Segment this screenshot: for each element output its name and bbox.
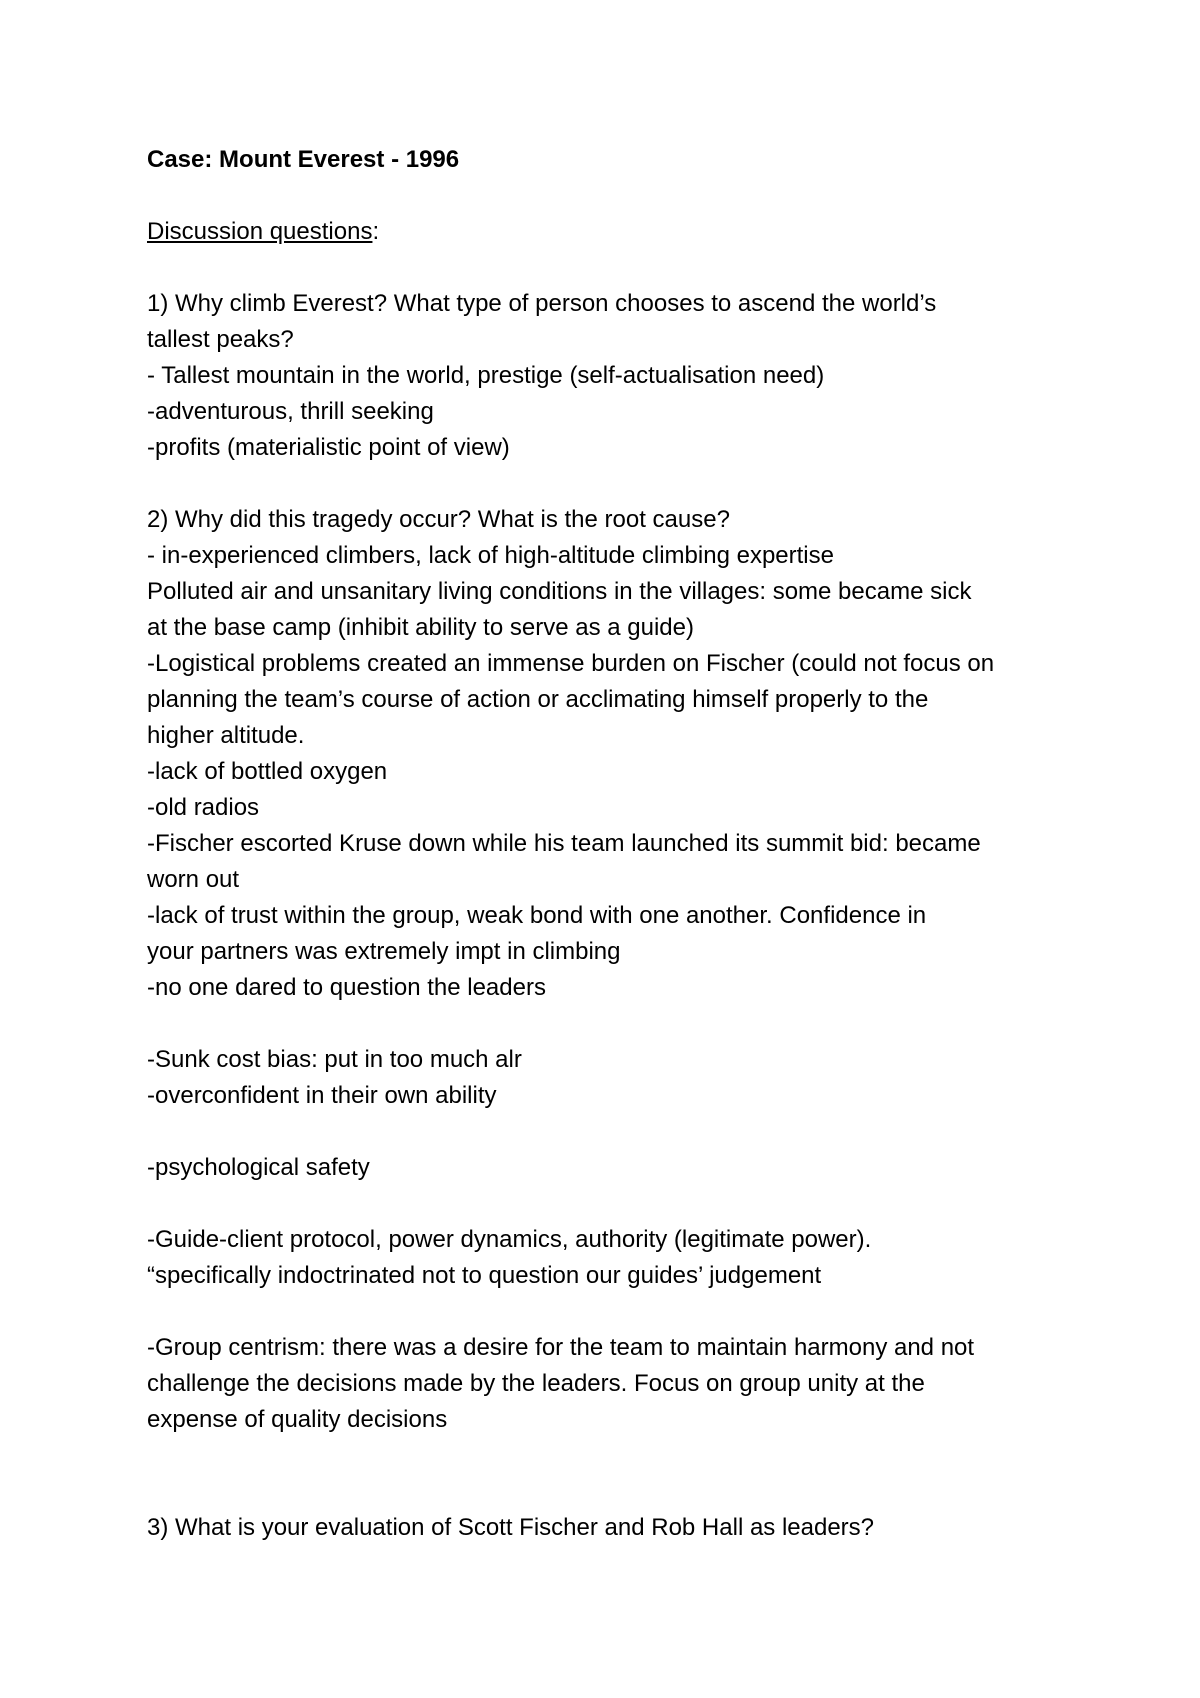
- q2-answer-line: -lack of bottled oxygen: [147, 758, 388, 785]
- section-heading: [147, 214, 1077, 250]
- q3-line: 3) What is your evaluation of Scott Fischer and Rob Hall as leaders?: [147, 1514, 875, 1541]
- section-heading-text: Discussion questions: [147, 218, 373, 245]
- q2-answer-line: -lack of trust within the group, weak bond with one another. Confidence in: [147, 902, 927, 929]
- q2-group-line: -Group centrism: there was a desire for the team to maintain harmony and not: [147, 1334, 975, 1361]
- q2-group-line: challenge the decisions made by the leaders. Focus on group unity at the: [147, 1370, 925, 1397]
- spacer: [147, 1006, 1077, 1042]
- q1-line: tallest peaks?: [147, 326, 294, 353]
- q2-authority-line: -Guide-client protocol, power dynamics, authority (legitimate power).: [147, 1226, 872, 1253]
- q2-answer-line: higher altitude.: [147, 722, 305, 749]
- spacer: [147, 1474, 1077, 1510]
- document-title: Case: Mount Everest - 1996: [147, 146, 460, 173]
- spacer: [147, 1186, 1077, 1222]
- q2-answer-line: Polluted air and unsanitary living conditions in the villages: some became sick: [147, 578, 972, 605]
- spacer: [147, 250, 1077, 286]
- spacer: [147, 1438, 1077, 1474]
- q2-answer-line: -old radios: [147, 794, 260, 821]
- spacer: [147, 466, 1077, 502]
- q2-bias-line: -overconfident in their own ability: [147, 1082, 497, 1109]
- q1-line: 1) Why climb Everest? What type of person chooses to ascend the world’s: [147, 290, 937, 317]
- q2-line: 2) Why did this tragedy occur? What is the root cause?: [147, 506, 730, 533]
- q2-answer-line: -no one dared to question the leaders: [147, 974, 546, 1001]
- q2-answer-line: your partners was extremely impt in climbing: [147, 938, 621, 965]
- q2-answer-line: -Fischer escorted Kruse down while his team launched its summit bid: became: [147, 830, 981, 857]
- document-page: [147, 142, 1077, 1546]
- q2-answer-line: - in-experienced climbers, lack of high-altitude climbing expertise: [147, 542, 834, 569]
- spacer: [147, 178, 1077, 214]
- q1-answer-line: -adventurous, thrill seeking: [147, 398, 434, 425]
- q2-safety-line: -psychological safety: [147, 1154, 370, 1181]
- section-heading-colon: :: [372, 218, 380, 245]
- q1-answer-line: -profits (materialistic point of view): [147, 434, 510, 461]
- spacer: [147, 1294, 1077, 1330]
- q1-answer-line: - Tallest mountain in the world, prestige (self-actualisation need): [147, 362, 825, 389]
- q2-answer-line: -Logistical problems created an immense burden on Fischer (could not focus on: [147, 650, 995, 677]
- q2-answer-line: planning the team’s course of action or acclimating himself properly to the: [147, 686, 929, 713]
- q2-bias-line: -Sunk cost bias: put in too much alr: [147, 1046, 522, 1073]
- q2-answer-line: worn out: [147, 866, 240, 893]
- q2-authority-line: “specifically indoctrinated not to question our guides’ judgement: [147, 1262, 822, 1289]
- q2-group-line: expense of quality decisions: [147, 1406, 448, 1433]
- spacer: [147, 1114, 1077, 1150]
- q2-answer-line: at the base camp (inhibit ability to serve as a guide): [147, 614, 694, 641]
